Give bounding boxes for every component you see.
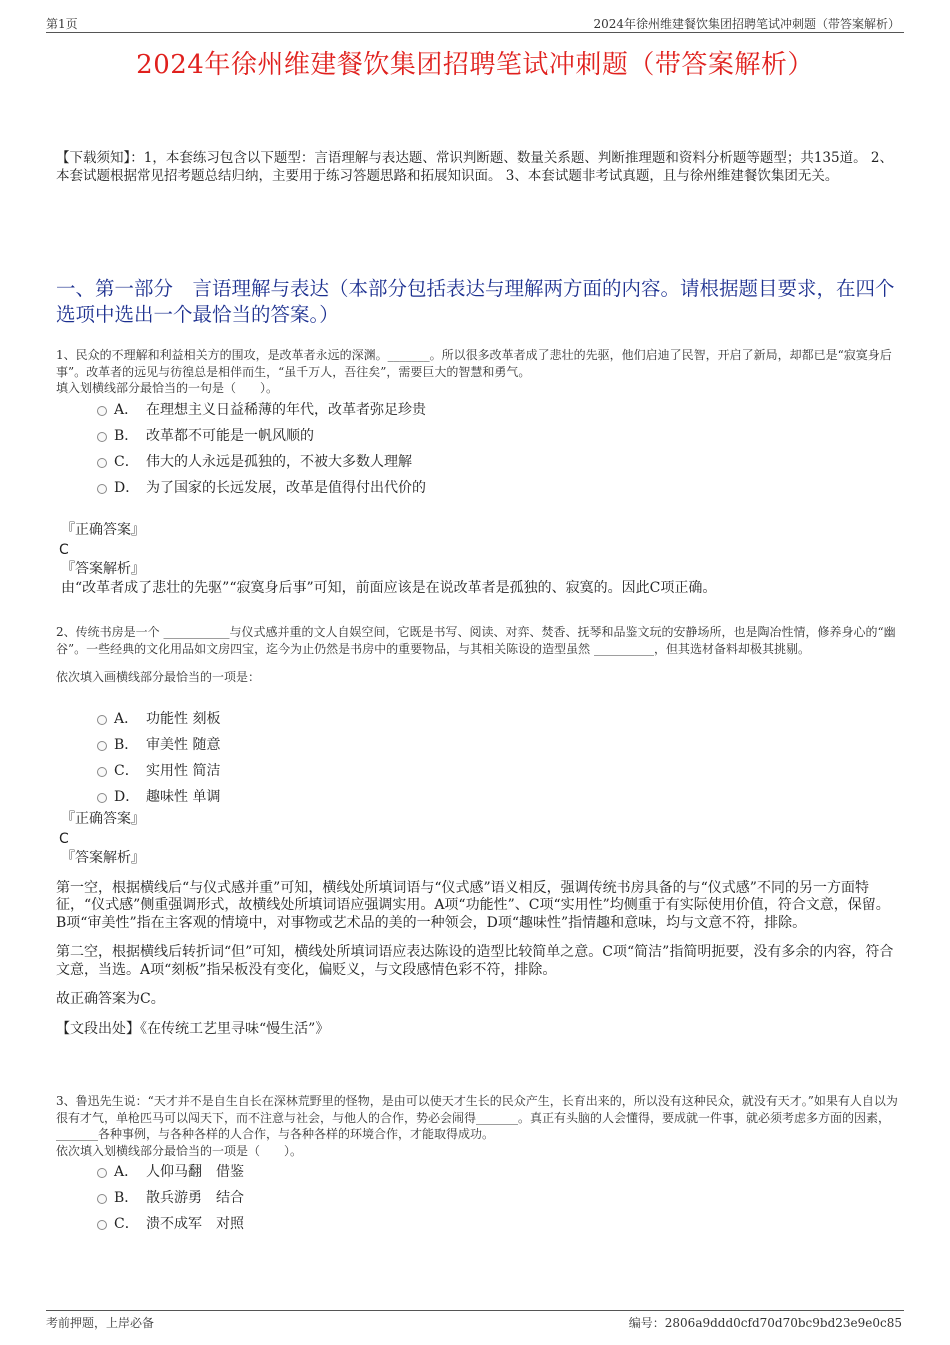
radio-icon[interactable]	[97, 1194, 107, 1204]
q2-option-c[interactable]: C． 实用性 简洁	[56, 758, 898, 784]
download-notice: 【下载须知】：1，本套练习包含以下题型：言语理解与表达题、常识判断题、数量关系题、判断推理题和资料分析题等题型；共135道。 2、本套试题根据常见招考题总结归纳，主要用于练习答题思路和拓展知识面。 3、本套试题非考试真题，且与徐州维建餐饮集团无关。	[56, 150, 893, 184]
page-header	[46, 14, 904, 33]
q1-explanation: 由“改革者成了悲壮的先驱”“寂寞身后事”可知，前面应该是在说改革者是孤独的、寂寞的。因此C项正确。	[61, 579, 717, 596]
radio-icon[interactable]	[97, 741, 107, 751]
q1-option-c[interactable]: C． 伟大的人永远是孤独的，不被大多数人理解	[56, 449, 898, 475]
q1-option-b[interactable]: B． 改革都不可能是一帆风顺的	[56, 423, 898, 449]
page-number: 第1页	[46, 17, 78, 31]
q2-explanation-paragraph: 第二空，根据横线后转折词“但”可知，横线处所填词语应表达陈设的造型比较简单之意。C项“简洁”指简明扼要，没有多余的内容，符合文意，当选。A项“刻板”指呆板没有变化，偏贬义，与文段感情色彩不符，排除。	[56, 944, 894, 978]
question-2	[56, 624, 898, 1038]
question-1	[56, 347, 898, 598]
q2-option-b[interactable]: B． 审美性 随意	[56, 732, 898, 758]
q1-option-a[interactable]: A． 在理想主义日益稀薄的年代，改革者弥足珍贵	[56, 397, 898, 423]
q2-explain-label: 『答案解析』	[61, 849, 145, 866]
document-title: 2024年徐州维建餐饮集团招聘笔试冲刺题（带答案解析）	[136, 50, 814, 80]
radio-icon[interactable]	[97, 484, 107, 494]
section-heading: 一、第一部分 言语理解与表达（本部分包括表达与理解两方面的内容。请根据题目要求，在四个选项中选出一个最恰当的答案。）	[56, 277, 895, 326]
q1-option-d[interactable]: D． 为了国家的长远发展，改革是值得付出代价的	[56, 475, 898, 501]
question-1-options	[56, 397, 898, 501]
question-2-prompt: 依次填入画横线部分最恰当的一项是：	[56, 670, 261, 684]
q2-correct-label: 『正确答案』	[61, 810, 145, 827]
question-1-prompt: 填入划横线部分最恰当的一句是（ ）。	[56, 381, 279, 395]
q2-conclusion: 故正确答案为C。	[56, 991, 165, 1007]
question-2-options	[56, 706, 898, 810]
footer-slogan: 考前押题，上岸必备	[46, 1316, 155, 1330]
radio-icon[interactable]	[97, 1220, 107, 1230]
q1-answer: C	[59, 541, 69, 558]
footer-doc-id: 编号：2806a9ddd0cfd70d70bc9bd23e9e0c85	[628, 1316, 902, 1330]
radio-icon[interactable]	[97, 432, 107, 442]
radio-icon[interactable]	[97, 406, 107, 416]
q2-option-d[interactable]: D． 趣味性 单调	[56, 784, 898, 810]
question-2-stem: 2、传统书房是一个 ___________与仪式感并重的文人自娱空间，它既是书写、阅读、对弈、焚香、抚琴和品鉴文玩的安静场所，也是陶冶性情，修养身心的“幽谷”。一些经典的文化用品如文房四宝，迄今为止仍然是书房中的重要物品，与其相关陈设的造型虽然 __________，但其选材备料却极其挑剔。	[56, 625, 896, 656]
question-3-stem: 3、鲁迅先生说：“天才并不是自生自长在深林荒野里的怪物，是由可以使天才生长的民众产生，长育出来的，所以没有这种民众，就没有天才。”如果有人自以为很有才气，单枪匹马可以闯天下，而不注意与社会，与他人的合作，势必会闹得_______。真正有头脑的人会懂得，要成就一件事，就必须考虑多方面的因素，_______各种事例，与各种各样的人合作，与各种各样的环境合作，才能取得成功。	[56, 1094, 898, 1141]
question-3-prompt: 依次填入划横线部分最恰当的一项是（ ）。	[56, 1143, 303, 1158]
radio-icon[interactable]	[97, 793, 107, 803]
radio-icon[interactable]	[97, 1168, 107, 1178]
radio-icon[interactable]	[97, 458, 107, 468]
header-doc-title: 2024年徐州维建餐饮集团招聘笔试冲刺题（带答案解析）	[593, 17, 900, 31]
question-3	[56, 1093, 898, 1237]
page-footer	[46, 1310, 904, 1330]
radio-icon[interactable]	[97, 767, 107, 777]
radio-icon[interactable]	[97, 715, 107, 725]
q2-option-a[interactable]: A． 功能性 刻板	[56, 706, 898, 732]
q3-option-c[interactable]: C． 溃不成军 对照	[56, 1211, 898, 1237]
q2-answer: C	[59, 830, 69, 847]
question-3-options	[56, 1159, 898, 1237]
q3-option-b[interactable]: B． 散兵游勇 结合	[56, 1185, 898, 1211]
q1-explain-label: 『答案解析』	[61, 560, 145, 577]
q2-source: 【文段出处】《在传统工艺里寻味“慢生活”》	[56, 1020, 330, 1037]
q3-option-a[interactable]: A． 人仰马翻 借鉴	[56, 1159, 898, 1185]
q2-explanation-paragraph: 第一空，根据横线后“与仪式感并重”可知，横线处所填词语与“仪式感”语义相反，强调传统书房具备的与“仪式感”不同的另一方面特征，“仪式感”侧重强调形式，故横线处所填词语应强调实用。A项“功能性”、C项“实用性”均侧重于有实际使用价值，符合文意，保留。B项“审美性”指在主客观的情境中，对事物或艺术品的美的一种领会，D项“趣味性”指情趣和意味，均与文意不符，排除。	[56, 879, 890, 931]
question-1-stem: 1、民众的不理解和利益相关方的围攻，是改革者永远的深渊。_______。所以很多改革者成了悲壮的先驱，他们启迪了民智，开启了新局，却都已是“寂寞身后事”。改革者的远见与彷徨总是相伴而生，“虽千万人，吾往矣”，需要巨大的智慧和勇气。	[56, 348, 892, 379]
q1-correct-label: 『正确答案』	[61, 521, 145, 538]
